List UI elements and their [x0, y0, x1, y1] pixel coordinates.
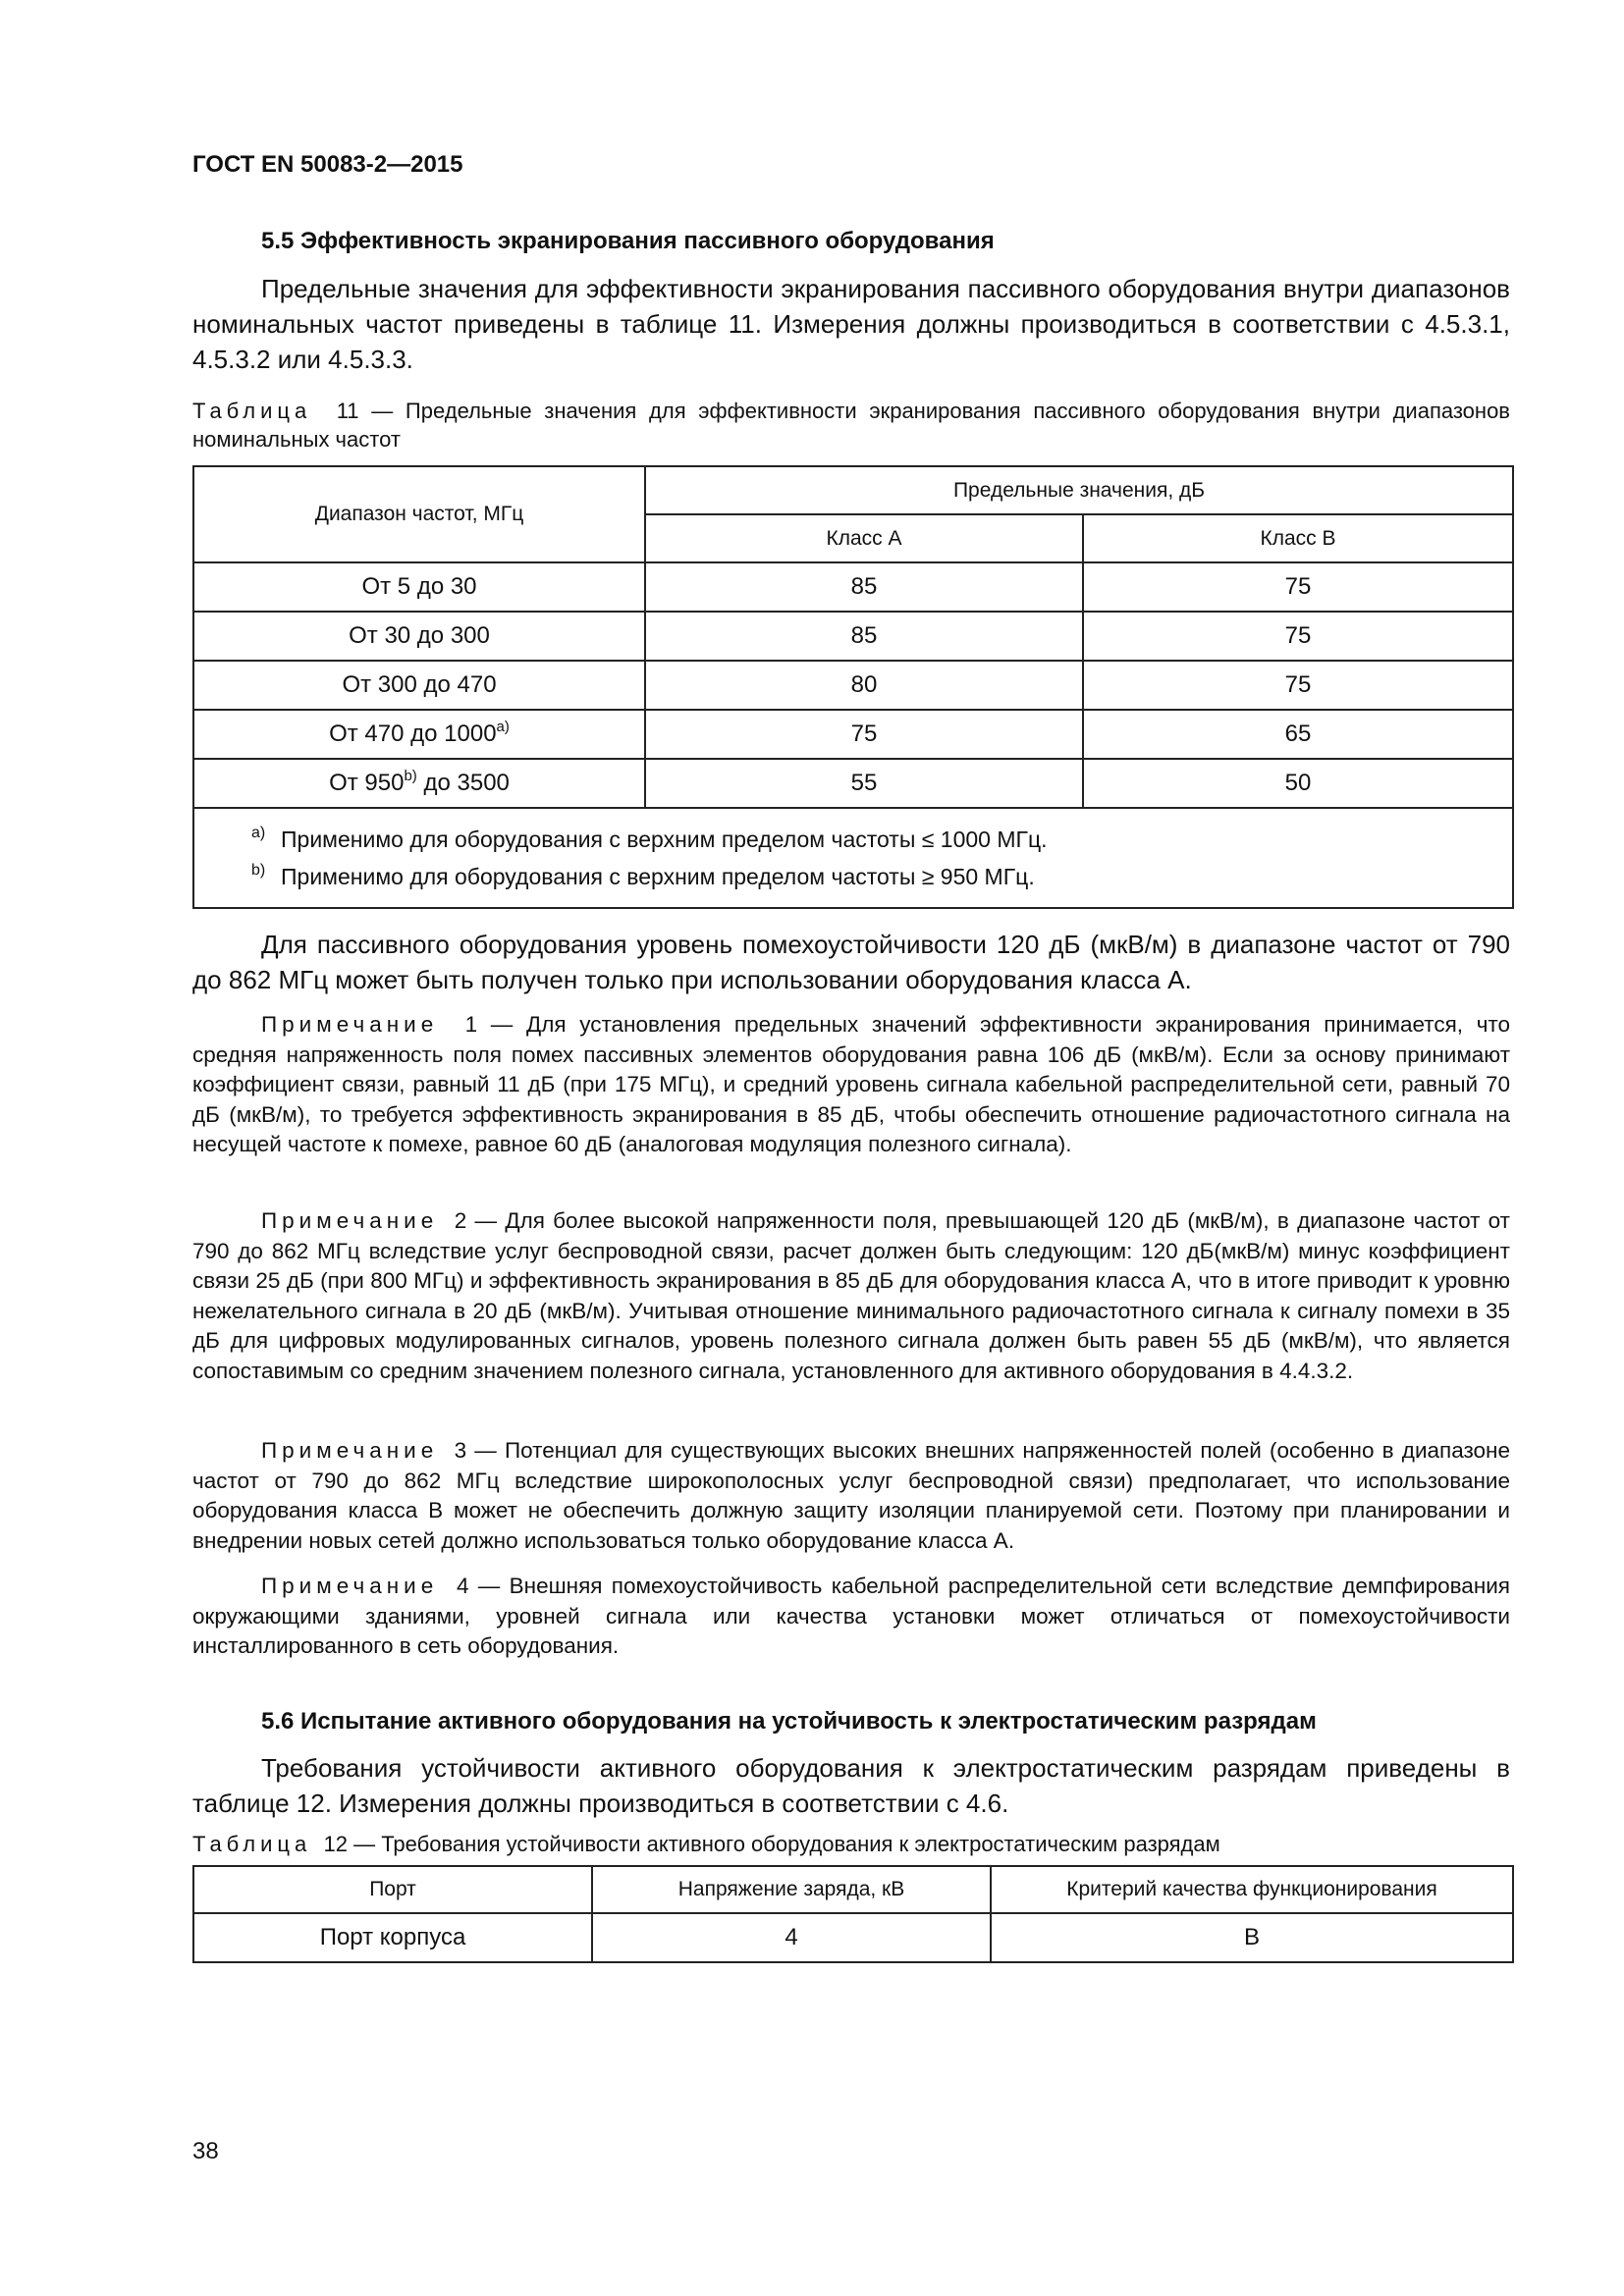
range-text: От 470 до 1000	[329, 721, 497, 747]
table-12	[192, 1865, 1514, 1963]
table-12-caption-label: Таблица	[192, 1832, 312, 1856]
table-11-cell-class-b: 75	[1083, 612, 1513, 661]
note-text: 3 — Потенциал для существующих высоких внешних напряженностей полей (особенно в диапазоне частот от 790 до 862 МГц вследствие широкополосных услуг беспроводной связи) предполагает, что использование оборудования класса В может не обеспечить должную защиту изоляции планируемой сети. Поэтому при планировании и внедрении новых сетей должно использоваться только оборудование класса А.	[192, 1438, 1510, 1553]
table-11-cell-class-b: 75	[1083, 661, 1513, 710]
table-12-caption-text: 12 — Требования устойчивости активного оборудования к электростатическим разрядам	[323, 1832, 1220, 1856]
document-header: ГОСТ EN 50083-2—2015	[192, 151, 463, 178]
table-12-cell-voltage: 4	[592, 1913, 991, 1962]
table-11-caption-text: 11 — Предельные значения для эффективности экранирования пассивного оборудования внутри диапазонов номинальных частот	[192, 399, 1510, 452]
note-text: 4 — Внешняя помехоустойчивость кабельной распределительной сети вследствие демпфирования окружающими зданиями, уровней сигнала или качества установки может отличаться от помехоустойчивости инсталлированного в сеть оборудования.	[192, 1574, 1510, 1658]
note-3	[192, 1436, 1510, 1556]
note-4	[192, 1572, 1510, 1662]
table-11-cell-range	[193, 710, 645, 759]
note-text: 2 — Для более высокой напряженности поля, превышающей 120 дБ (мкВ/м), в диапазоне частот от 790 до 862 МГц вследствие услуг беспроводной связи, расчет должен быть следующим: 120 дБ(мкВ/м) минус коэффициент связи 25 дБ (при 800 МГц) и эффективность экранирования в 85 дБ для оборудования класса А, что в итоге приводит к уровню нежелательного сигнала в 20 дБ (мкВ/м). Учитывая отношение минимального радиочастотного сигнала к сигналу помехи в 35 дБ для цифровых модулированных сигналов, уровень полезного сигнала должен быть равен 55 дБ (мкВ/м), что является сопоставимым со средним значением полезного сигнала, установленного для активного оборудования в 4.4.3.2.	[192, 1208, 1510, 1383]
table-11	[192, 465, 1514, 909]
table-row	[193, 661, 1513, 710]
table-11-caption-label: Таблица	[192, 399, 312, 423]
table-12-header-voltage: Напряжение заряда, кВ	[592, 1866, 991, 1913]
footnote-text: Применимо для оборудования с верхним пределом частоты ≤ 1000 МГц.	[281, 827, 1048, 852]
range-text-end: до 3500	[416, 770, 510, 796]
footnote-mark: b)	[251, 862, 266, 879]
passive-equipment-paragraph: Для пассивного оборудования уровень помехоустойчивости 120 дБ (мкВ/м) в диапазоне частот от 790 до 862 МГц может быть получен только при использовании оборудования класса А.	[192, 930, 1510, 994]
footnote-text: Применимо для оборудования с верхним пределом частоты ≥ 950 МГц.	[281, 864, 1035, 889]
note-label: Примечание	[261, 1208, 439, 1233]
table-11-cell-range: От 5 до 30	[193, 562, 645, 612]
table-11-cell-class-b: 75	[1083, 562, 1513, 612]
footnote-a	[251, 821, 1512, 858]
footnote-ref: a)	[496, 719, 510, 735]
table-11-header-range: Диапазон частот, МГц	[193, 466, 645, 562]
table-12-cell-port: Порт корпуса	[193, 1913, 592, 1962]
table-11-header-limits: Предельные значения, дБ	[645, 466, 1513, 514]
table-row	[193, 612, 1513, 661]
table-11-footnotes	[193, 808, 1513, 908]
table-11-cell-class-a: 55	[645, 759, 1083, 808]
table-12-header-criterion: Критерий качества функционирования	[991, 1866, 1513, 1913]
note-2	[192, 1206, 1510, 1386]
footnote-b	[251, 858, 1512, 895]
table-11-cell-class-b: 50	[1083, 759, 1513, 808]
range-text: От 950	[329, 770, 405, 796]
footnote-ref: b)	[404, 768, 417, 784]
table-11-cell-range: От 300 до 470	[193, 661, 645, 710]
section-5-6-title: 5.6 Испытание активного оборудования на устойчивость к электростатическим разрядам	[261, 1708, 1317, 1735]
table-11-cell-range	[193, 759, 645, 808]
table-row	[193, 759, 1513, 808]
table-12-header-port: Порт	[193, 1866, 592, 1913]
table-row	[193, 710, 1513, 759]
note-label: Примечание	[261, 1438, 439, 1463]
table-12-caption	[192, 1830, 1510, 1858]
note-label: Примечание	[261, 1012, 439, 1037]
table-11-header-class-b: Класс В	[1083, 514, 1513, 562]
table-11-header-class-a: Класс А	[645, 514, 1083, 562]
note-label: Примечание	[261, 1574, 439, 1598]
table-11-cell-class-b: 65	[1083, 710, 1513, 759]
table-12-cell-criterion: В	[991, 1913, 1513, 1962]
table-row	[193, 562, 1513, 612]
section-5-6-paragraph: Требования устойчивости активного оборудования к электростатическим разрядам приведены в таблице 12. Измерения должны производиться в соответствии с 4.6.	[192, 1753, 1510, 1818]
table-11-cell-class-a: 85	[645, 612, 1083, 661]
footnote-mark: a)	[251, 825, 266, 841]
section-5-5-paragraph: Предельные значения для эффективности экранирования пассивного оборудования внутри диапазонов номинальных частот приведены в таблице 11. Измерения должны производиться в соответствии с 4.5.3.1, 4.5.3.2 или 4.5.3.3.	[192, 274, 1510, 374]
table-11-cell-class-a: 85	[645, 562, 1083, 612]
table-row	[193, 1913, 1513, 1962]
section-5-5-title: 5.5 Эффективность экранирования пассивного оборудования	[261, 228, 995, 254]
table-11-cell-class-a: 80	[645, 661, 1083, 710]
table-11-cell-class-a: 75	[645, 710, 1083, 759]
table-11-caption	[192, 397, 1510, 454]
table-11-cell-range: От 30 до 300	[193, 612, 645, 661]
page-number: 38	[192, 2138, 219, 2164]
note-1	[192, 1010, 1510, 1160]
note-text: 1 — Для установления предельных значений эффективности экранирования принимается, что средняя напряженность поля помех пассивных элементов оборудования равна 106 дБ (мкВ/м). Если за основу принимают коэффициент связи, равный 11 дБ (при 175 МГц), и средний уровень сигнала кабельной распределительной сети, равный 70 дБ (мкВ/м), то требуется эффективность экранирования в 85 дБ, чтобы обеспечить отношение радиочастотного сигнала на несущей частоте к помехе, равное 60 дБ (аналоговая модуляция полезного сигнала).	[192, 1012, 1510, 1156]
